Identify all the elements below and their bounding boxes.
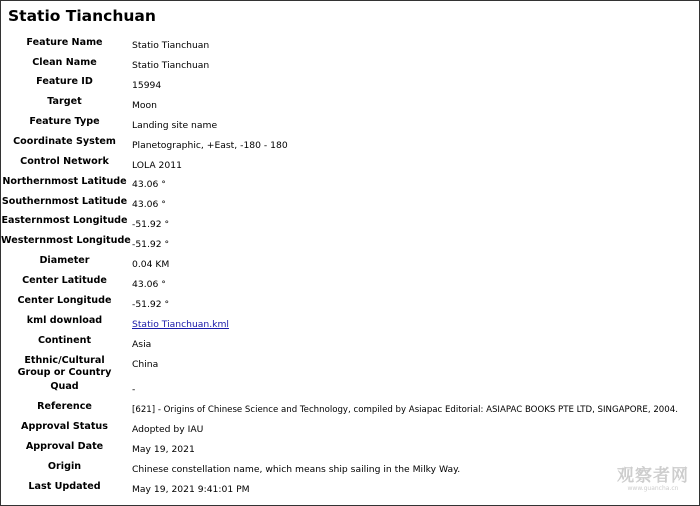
field-value: 43.06 ° [132, 179, 166, 190]
field-label: Center Latitude [22, 275, 107, 286]
field-label: Last Updated [28, 481, 101, 492]
field-value: LOLA 2011 [132, 160, 182, 171]
watermark-logo [617, 467, 689, 493]
field-value: Chinese constellation name, which means ship sailing in the Milky Way. [132, 464, 461, 475]
field-value: 43.06 ° [132, 279, 166, 290]
field-label: Coordinate System [13, 136, 116, 147]
field-label-line: Group or Country [17, 367, 112, 378]
field-label-line: Ethnic/Cultural [24, 355, 105, 366]
field-value: Asia [132, 339, 152, 350]
field-label: Feature ID [36, 76, 93, 87]
field-label: Westernmost Longitude [1, 235, 131, 246]
field-value: -51.92 ° [132, 299, 170, 310]
field-value: -51.92 ° [132, 219, 170, 230]
kml-download-link[interactable]: Statio Tianchuan.kml [132, 319, 229, 330]
field-value: - [132, 384, 136, 395]
field-label: Origin [47, 461, 82, 472]
field-value: Statio Tianchuan [132, 60, 210, 71]
field-value: -51.92 ° [132, 239, 170, 250]
field-value: Landing site name [132, 120, 218, 131]
field-value: Planetographic, +East, -180 - 180 [132, 140, 288, 151]
field-label: Control Network [20, 156, 109, 167]
field-value [132, 319, 229, 331]
field-label [1, 355, 128, 379]
field-label: Diameter [39, 255, 90, 266]
field-value: China [132, 359, 159, 370]
field-label: kml download [26, 315, 103, 326]
page-title: Statio Tianchuan [8, 7, 156, 25]
field-label: Target [47, 96, 82, 107]
field-value: [621] - Origins of Chinese Science and Technology, compiled by Asiapac Editorial: ASIAPAC BOOKS PTE LTD, SINGAPORE, 2004. [132, 405, 678, 415]
field-value: Moon [132, 100, 157, 111]
field-label: Easternmost Longitude [1, 215, 128, 226]
field-value: 0.04 KM [132, 259, 170, 270]
field-label: Approval Status [21, 421, 108, 432]
field-value: 43.06 ° [132, 199, 166, 210]
field-label: Center Longitude [17, 295, 112, 306]
field-value: Statio Tianchuan [132, 40, 210, 51]
watermark-sub-text: www.guancha.cn [627, 485, 679, 492]
field-label: Clean Name [32, 57, 97, 68]
field-value: May 19, 2021 [132, 444, 195, 455]
field-label: Reference [37, 401, 92, 412]
field-label: Approval Date [25, 441, 104, 452]
field-value: 15994 [132, 80, 162, 91]
field-label: Continent [37, 335, 92, 346]
field-label: Southernmost Latitude [1, 196, 128, 207]
field-value: Adopted by IAU [132, 424, 204, 435]
field-label: Northernmost Latitude [2, 176, 127, 187]
field-label: Feature Type [29, 116, 100, 127]
field-value: May 19, 2021 9:41:01 PM [132, 484, 250, 495]
watermark-main-text: 观察者网 [617, 466, 689, 486]
field-label: Quad [50, 381, 79, 392]
field-label: Feature Name [26, 37, 103, 48]
